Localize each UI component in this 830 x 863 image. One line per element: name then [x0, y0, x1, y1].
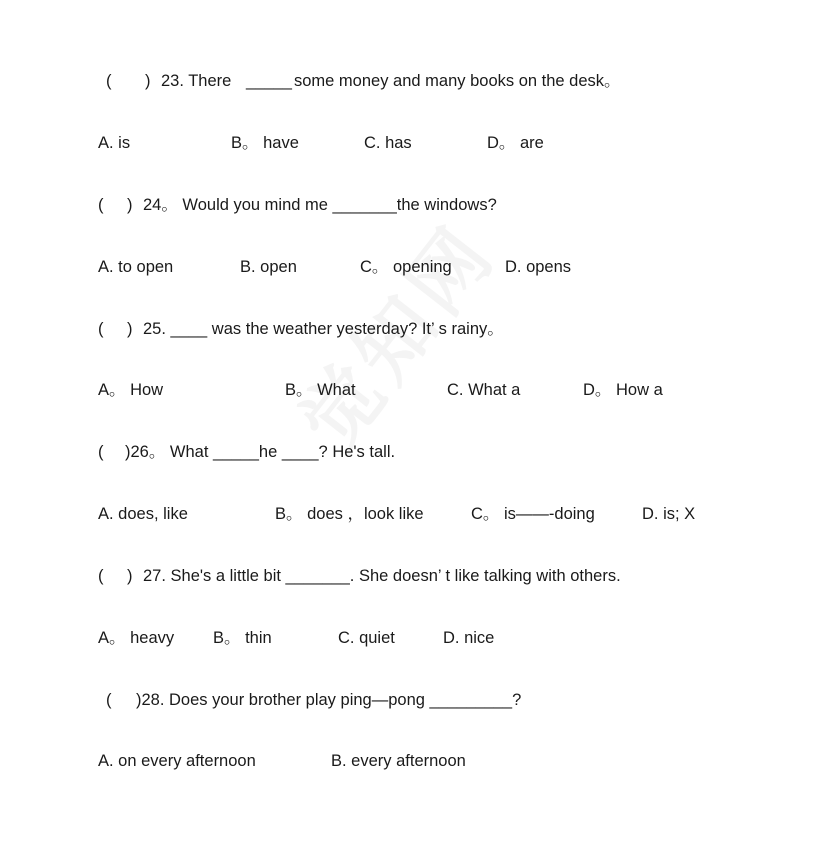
- question-text: 27. She's a little bit _______. She doesn’ t like talking with others.: [143, 567, 621, 585]
- answer-paren-close: ): [145, 72, 151, 90]
- answer-paren-open: (: [98, 196, 104, 214]
- option-c: C. has: [364, 134, 412, 152]
- question-text: )26。 What _____he ____? He's tall.: [125, 443, 396, 461]
- option-c: C。 is——-doing: [471, 505, 595, 523]
- option-d: D. is; X: [642, 505, 696, 523]
- question-text: some money and many books on the desk。: [294, 72, 621, 90]
- question-text: 24。 Would you mind me _______the windows?: [143, 196, 497, 214]
- option-a: A。 heavy: [98, 629, 175, 647]
- option-a: A. is: [98, 134, 131, 152]
- question-27-stem: [0, 564, 830, 588]
- question-25-stem: [0, 317, 830, 341]
- option-b: B。 have: [231, 134, 299, 152]
- option-b: B. every afternoon: [331, 752, 466, 770]
- question-23-stem: [0, 69, 830, 93]
- answer-paren-close: ): [127, 196, 133, 214]
- question-24-stem: [0, 193, 830, 217]
- option-b: B。 does ，look like: [275, 505, 424, 523]
- answer-blank: _____: [246, 72, 292, 90]
- option-a: A. does, like: [98, 505, 188, 523]
- question-28-options: [0, 749, 830, 773]
- question-23-options: [0, 131, 830, 155]
- question-24-options: [0, 255, 830, 279]
- answer-paren-open: (: [106, 72, 112, 90]
- option-b: B。 thin: [213, 629, 272, 647]
- question-text: )28. Does your brother play ping—pong _________?: [136, 691, 522, 709]
- answer-paren-close: ): [127, 567, 133, 585]
- option-b: B。 What: [285, 381, 356, 399]
- option-c: C. What a: [447, 381, 521, 399]
- question-text: 23. There: [161, 72, 232, 90]
- option-d: D. opens: [505, 258, 572, 276]
- option-a: A. to open: [98, 258, 174, 276]
- option-d: D. nice: [443, 629, 495, 647]
- question-28-stem: [0, 688, 830, 712]
- question-26-stem: [0, 440, 830, 464]
- answer-paren-open: (: [98, 320, 104, 338]
- question-26-options: [0, 502, 830, 526]
- answer-paren-open: (: [98, 567, 104, 585]
- option-d: D。 are: [487, 134, 544, 152]
- option-b: B. open: [240, 258, 297, 276]
- answer-paren-open: (: [106, 691, 112, 709]
- option-d: D。 How a: [583, 381, 663, 399]
- option-c: C。 opening: [360, 258, 452, 276]
- answer-paren-close: ): [127, 320, 133, 338]
- option-c: C. quiet: [338, 629, 395, 647]
- option-a: A. on every afternoon: [98, 752, 256, 770]
- option-a: A。 How: [98, 381, 164, 399]
- question-text: 25. ____ was the weather yesterday? It’ s rainy。: [143, 320, 504, 338]
- answer-paren-open: (: [98, 443, 104, 461]
- question-27-options: [0, 626, 830, 650]
- question-25-options: [0, 378, 830, 402]
